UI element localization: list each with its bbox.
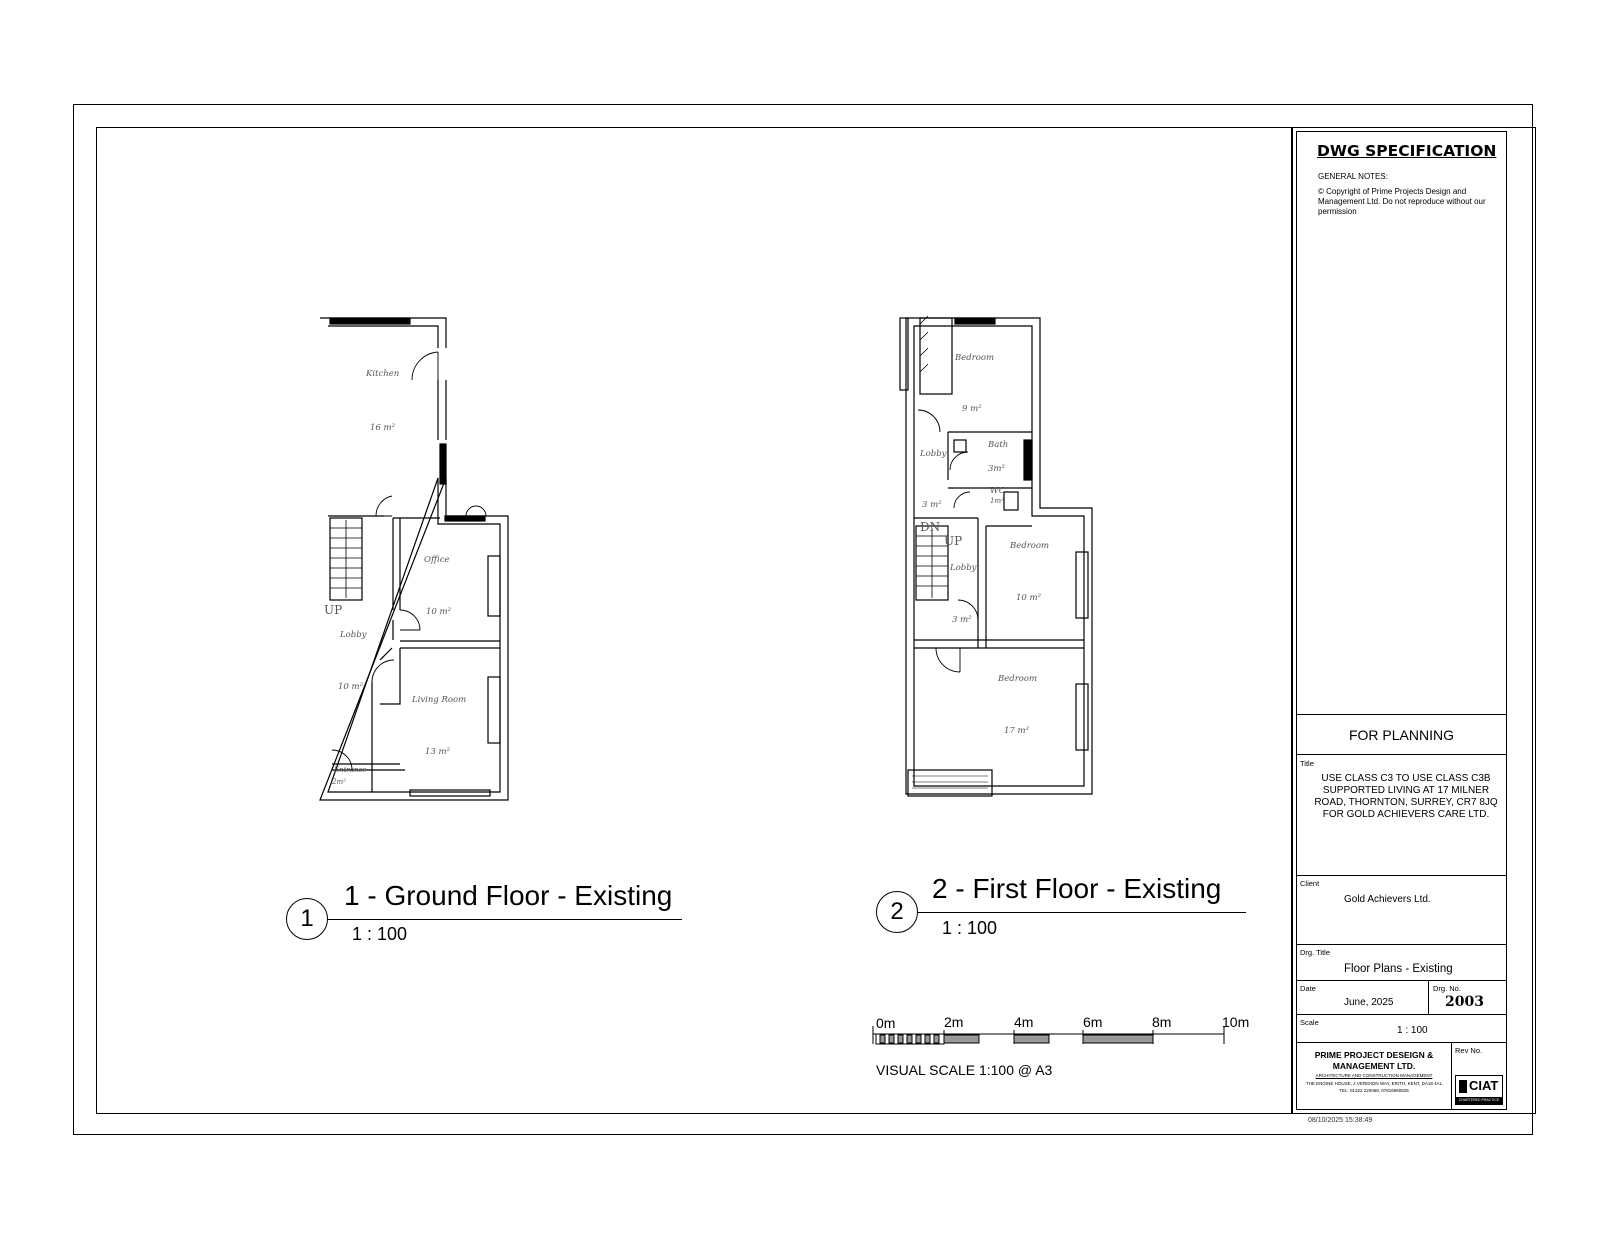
company-name: PRIME PROJECT DESEIGN & MANAGEMENT LTD. (1314, 1050, 1434, 1071)
ff-room-wc: WC (990, 486, 1006, 496)
general-notes-label: GENERAL NOTES: (1318, 172, 1388, 181)
view-1-scale: 1 : 100 (352, 924, 408, 944)
view-2-title: 2 - First Floor - Existing (932, 873, 1222, 904)
gf-area-entrance: 2m² (332, 778, 346, 786)
date-value: June, 2025 (1344, 997, 1394, 1008)
ff-room-bedroom3: Bedroom (998, 674, 1038, 684)
gf-area-living: 13 m² (425, 747, 450, 757)
scale-value: 1 : 100 (1397, 1025, 1428, 1036)
view-1-number: 1 (286, 898, 328, 940)
scale-tick-8: 8m (1152, 1014, 1172, 1030)
gf-room-kitchen: Kitchen (366, 369, 400, 379)
ff-room-lobby2: Lobby (950, 563, 977, 573)
ciat-logo-text: CIAT (1469, 1078, 1499, 1093)
client-label: Client (1300, 879, 1320, 888)
scale-tick-4: 4m (1014, 1014, 1034, 1030)
gf-area-kitchen: 16 m² (370, 423, 395, 433)
drg-no-value: 2003 (1445, 994, 1484, 1010)
ff-stair-down-label: DN (920, 520, 941, 534)
gf-room-entrance: Entrance (334, 766, 367, 774)
gf-room-lobby: Lobby (340, 630, 367, 640)
scale-bar-caption: VISUAL SCALE 1:100 @ A3 (876, 1062, 1053, 1078)
drg-no-label: Drg. No. (1433, 984, 1461, 993)
drg-title-label: Drg. Title (1300, 948, 1331, 957)
scale-tick-6: 6m (1083, 1014, 1103, 1030)
company-tel: TEL: 01322 220068, 07816960825 (1339, 1088, 1409, 1093)
ff-area-bath: 3m² (988, 464, 1005, 474)
scale-label: Scale (1300, 1018, 1319, 1027)
ff-room-lobby1: Lobby (920, 449, 947, 459)
client-name: Gold Achievers Ltd. (1344, 894, 1431, 905)
view-2-number: 2 (876, 891, 918, 933)
company-tagline: ARCHITECTURE AND CONSTRUCTION MANAGEMENT (1315, 1073, 1433, 1078)
view-1-title: 1 - Ground Floor - Existing (344, 880, 673, 911)
view-2-scale: 1 : 100 (942, 918, 998, 938)
gf-room-living: Living Room (412, 695, 467, 705)
gf-area-lobby: 10 m² (338, 682, 363, 692)
print-timestamp: 08/10/2025 15:38:49 (1308, 1117, 1373, 1124)
gf-stair-up-label: UP (324, 603, 343, 617)
drg-title: Floor Plans - Existing (1344, 963, 1453, 975)
ff-area-lobby1: 3 m² (922, 500, 942, 510)
scale-tick-0: 0m (876, 1015, 896, 1031)
date-label: Date (1300, 984, 1316, 993)
ff-area-bedroom3: 17 m² (1004, 726, 1029, 736)
ff-room-bedroom2: Bedroom (1010, 541, 1050, 551)
ff-stair-up-label: UP (944, 534, 963, 548)
title-label: Title (1300, 759, 1314, 768)
status-label: FOR PLANNING (1348, 727, 1454, 743)
spec-title: DWG SPECIFICATION (1317, 142, 1497, 160)
copyright-note: © Copyright of Prime Projects Design and Management Ltd. Do not reproduce without our permission (1318, 187, 1486, 216)
gf-area-office: 10 m² (426, 607, 451, 617)
project-title: USE CLASS C3 TO USE CLASS C3B SUPPORTED LIVING AT 17 MILNER ROAD, THORNTON, SURREY, CR7 8JQ FOR GOLD ACHIEVERS CARE LTD. (1314, 773, 1498, 820)
ff-area-bedroom2: 10 m² (1016, 593, 1041, 603)
ff-area-lobby2: 3 m² (952, 615, 972, 625)
company-address: THE ENGINE HOUSE, 2 VERIDION WAY, ERITH, KENT, DA18 4AL (1305, 1081, 1443, 1086)
ff-area-wc: 1m² (990, 497, 1004, 505)
gf-room-office: Office (424, 555, 450, 565)
ff-room-bedroom1: Bedroom (955, 353, 995, 363)
ff-room-bath: Bath (988, 440, 1009, 450)
ciat-logo-sub: CHARTERED PRACTICE (1456, 1097, 1502, 1104)
ff-area-bedroom1: 9 m² (962, 404, 982, 414)
scale-tick-2: 2m (944, 1014, 964, 1030)
scale-tick-10: 10m (1222, 1014, 1250, 1030)
rev-no-label: Rev No. (1455, 1046, 1483, 1055)
